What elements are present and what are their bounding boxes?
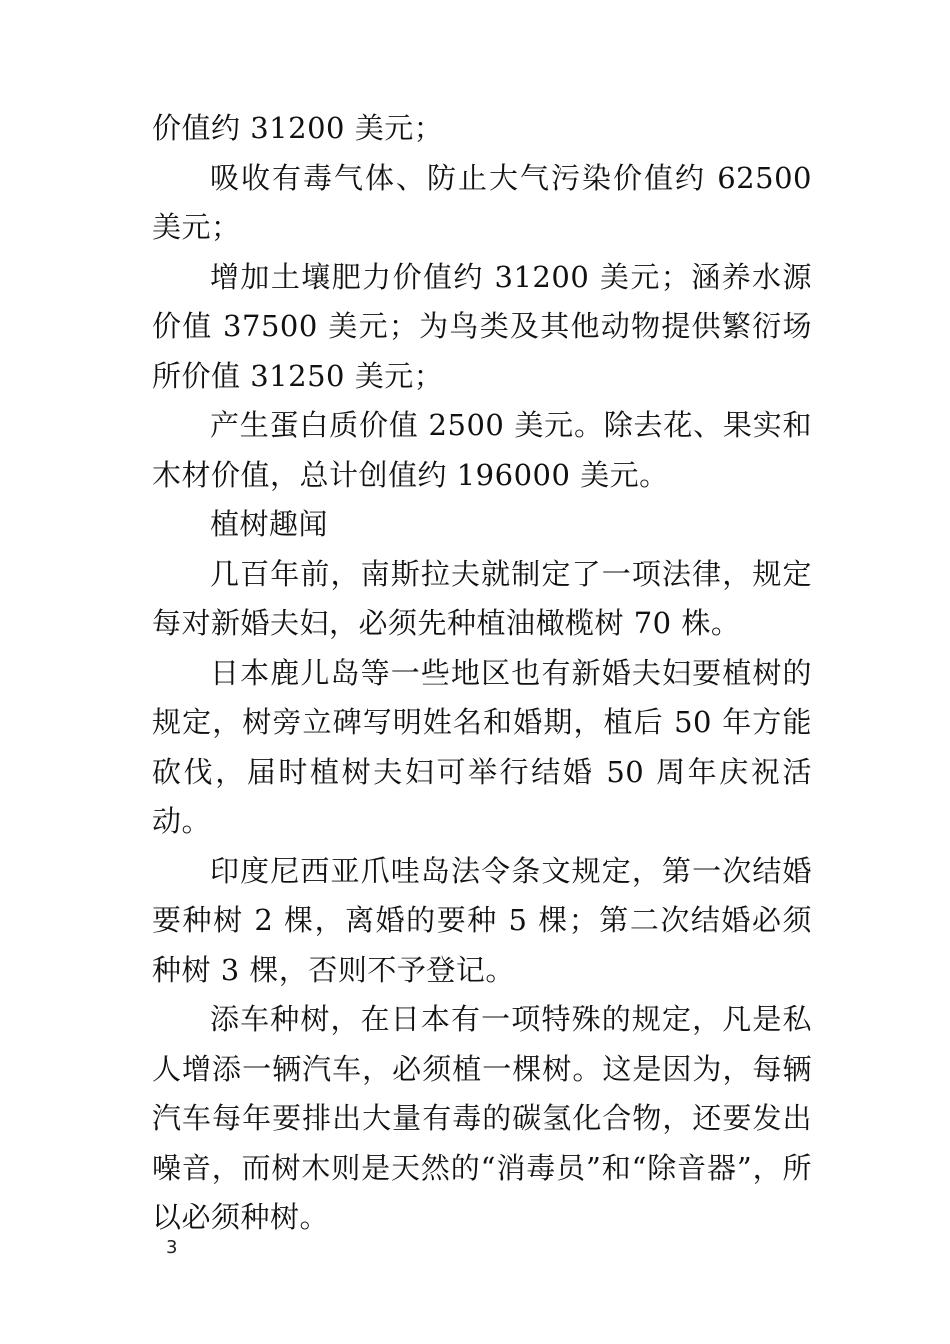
paragraph-continuation: 价值约 31200 美元；: [152, 111, 444, 145]
page-number: 3: [166, 1237, 178, 1258]
paragraph-java: 印度尼西亚爪哇岛法令条文规定，第一次结婚要种树 2 棵，离婚的要种 5 棵；第二次结婚必须种树 3 棵，否则不予登记。: [152, 853, 812, 987]
paragraph-kagoshima: 日本鹿儿岛等一些地区也有新婚夫妇要植树的规定，树旁立碑写明姓名和婚期，植后 50 年方能砍伐，届时植树夫妇可举行结婚 50 周年庆祝活动。: [152, 655, 812, 838]
paragraph-car-tree: 添车种树，在日本有一项特殊的规定，凡是私人增添一辆汽车，必须植一棵树。这是因为，每辆汽车每年要排出大量有毒的碳氢化合物，还要发出噪音，而树木则是天然的“消毒员”和“除音器”，所以必须种树。: [152, 1002, 812, 1234]
paragraph-protein-total: 产生蛋白质价值 2500 美元。除去花、果实和木材价值，总计创值约 196000 美元。: [152, 408, 812, 492]
section-heading: 植树趣闻: [210, 507, 329, 541]
document-body: [152, 104, 812, 1243]
paragraph-air-pollution: 吸收有毒气体、防止大气污染价值约 62500 美元；: [152, 160, 812, 244]
paragraph-yugoslavia: 几百年前，南斯拉夫就制定了一项法律，规定每对新婚夫妇，必须先种植油橄榄树 70 株。: [152, 556, 812, 640]
paragraph-soil-water: 增加土壤肥力价值约 31200 美元；涵养水源价值 37500 美元；为鸟类及其他动物提供繁衍场所价值 31250 美元；: [152, 259, 812, 393]
